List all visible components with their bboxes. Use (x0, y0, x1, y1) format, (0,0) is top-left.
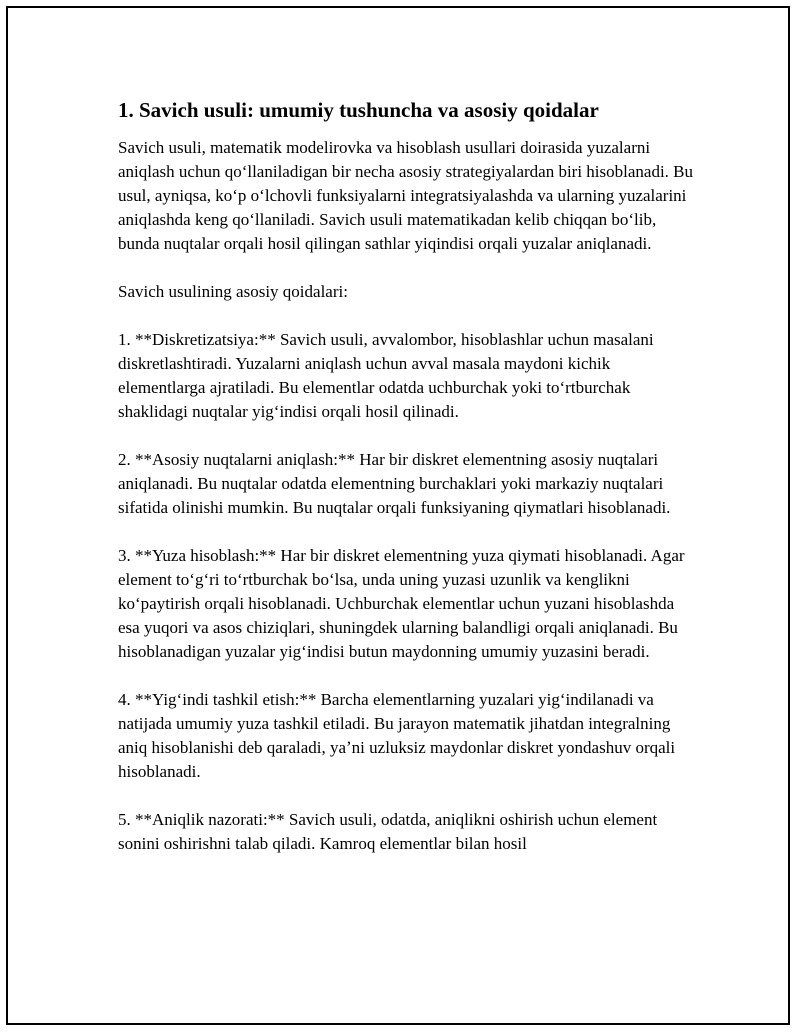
page-border (6, 6, 790, 1025)
intro-paragraph: Savich usuli, matematik modelirovka va hisoblash usullari doirasida yuzalarni aniqlash uchun qoʻllaniladigan bir necha asosiy strategiyalardan biri hisoblanadi. Bu usul, ayniqsa, koʻp oʻlchovli funksiyalarni integratsiyalashda va ularning yuzalarini aniqlashda keng qoʻllaniladi. Savich usuli matematikadan kelib chiqqan boʻlib, bunda nuqtalar orqali hosil qilingan sathlar yiqindisi orqali yuzalar aniqlanadi. (118, 138, 694, 254)
section-heading: 1. Savich usuli: umumiy tushuncha va asosiy qoidalar (118, 98, 599, 122)
rule-4-paragraph: 4. **Yigʻindi tashkil etish:** Barcha elementlarning yuzalari yigʻindilanadi va natijada umumiy yuza tashkil etiladi. Bu jarayon matematik jihatdan integralning aniq hisoblanishi deb qaraladi, yaʼni uzluksiz maydonlar diskret yondashuv orqali hisoblanadi. (118, 690, 676, 782)
rules-intro-paragraph: Savich usulining asosiy qoidalari: (118, 282, 348, 302)
rule-5-paragraph: 5. **Aniqlik nazorati:** Savich usuli, odatda, aniqlikni oshirish uchun element sonini oshirishni talab qiladi. Kamroq elementlar bilan hosil (118, 810, 658, 854)
rule-1-paragraph: 1. **Diskretizatsiya:** Savich usuli, avvalombor, hisoblashlar uchun masalani diskretlashtiradi. Yuzalarni aniqlash uchun avval masala maydoni kichik elementlarga ajratiladi. Bu elementlar odatda uchburchak yoki toʻrtburchak shaklidagi nuqtalar yigʻindisi orqali hosil qilinadi. (118, 330, 654, 422)
document-body (118, 98, 693, 880)
rule-2-paragraph: 2. **Asosiy nuqtalarni aniqlash:** Har bir diskret elementning asosiy nuqtalari aniqlanadi. Bu nuqtalar odatda elementning burchaklari yoki markaziy nuqtalari sifatida olinishi mumkin. Bu nuqtalar orqali funksiyaning qiymatlari hisoblanadi. (118, 450, 671, 518)
rule-3-paragraph: 3. **Yuza hisoblash:** Har bir diskret elementning yuza qiymati hisoblanadi. Agar element toʻgʻri toʻrtburchak boʻlsa, unda uning yuzasi uzunlik va kenglikni koʻpaytirish orqali hisoblanadi. Uchburchak elementlar uchun yuzani hisoblashda esa yuqori va asos chiziqlari, shuningdek ularning balandligi orqali aniqlanadi. Bu hisoblanadigan yuzalar yigʻindisi butun maydonning umumiy yuzasini beradi. (118, 546, 685, 662)
